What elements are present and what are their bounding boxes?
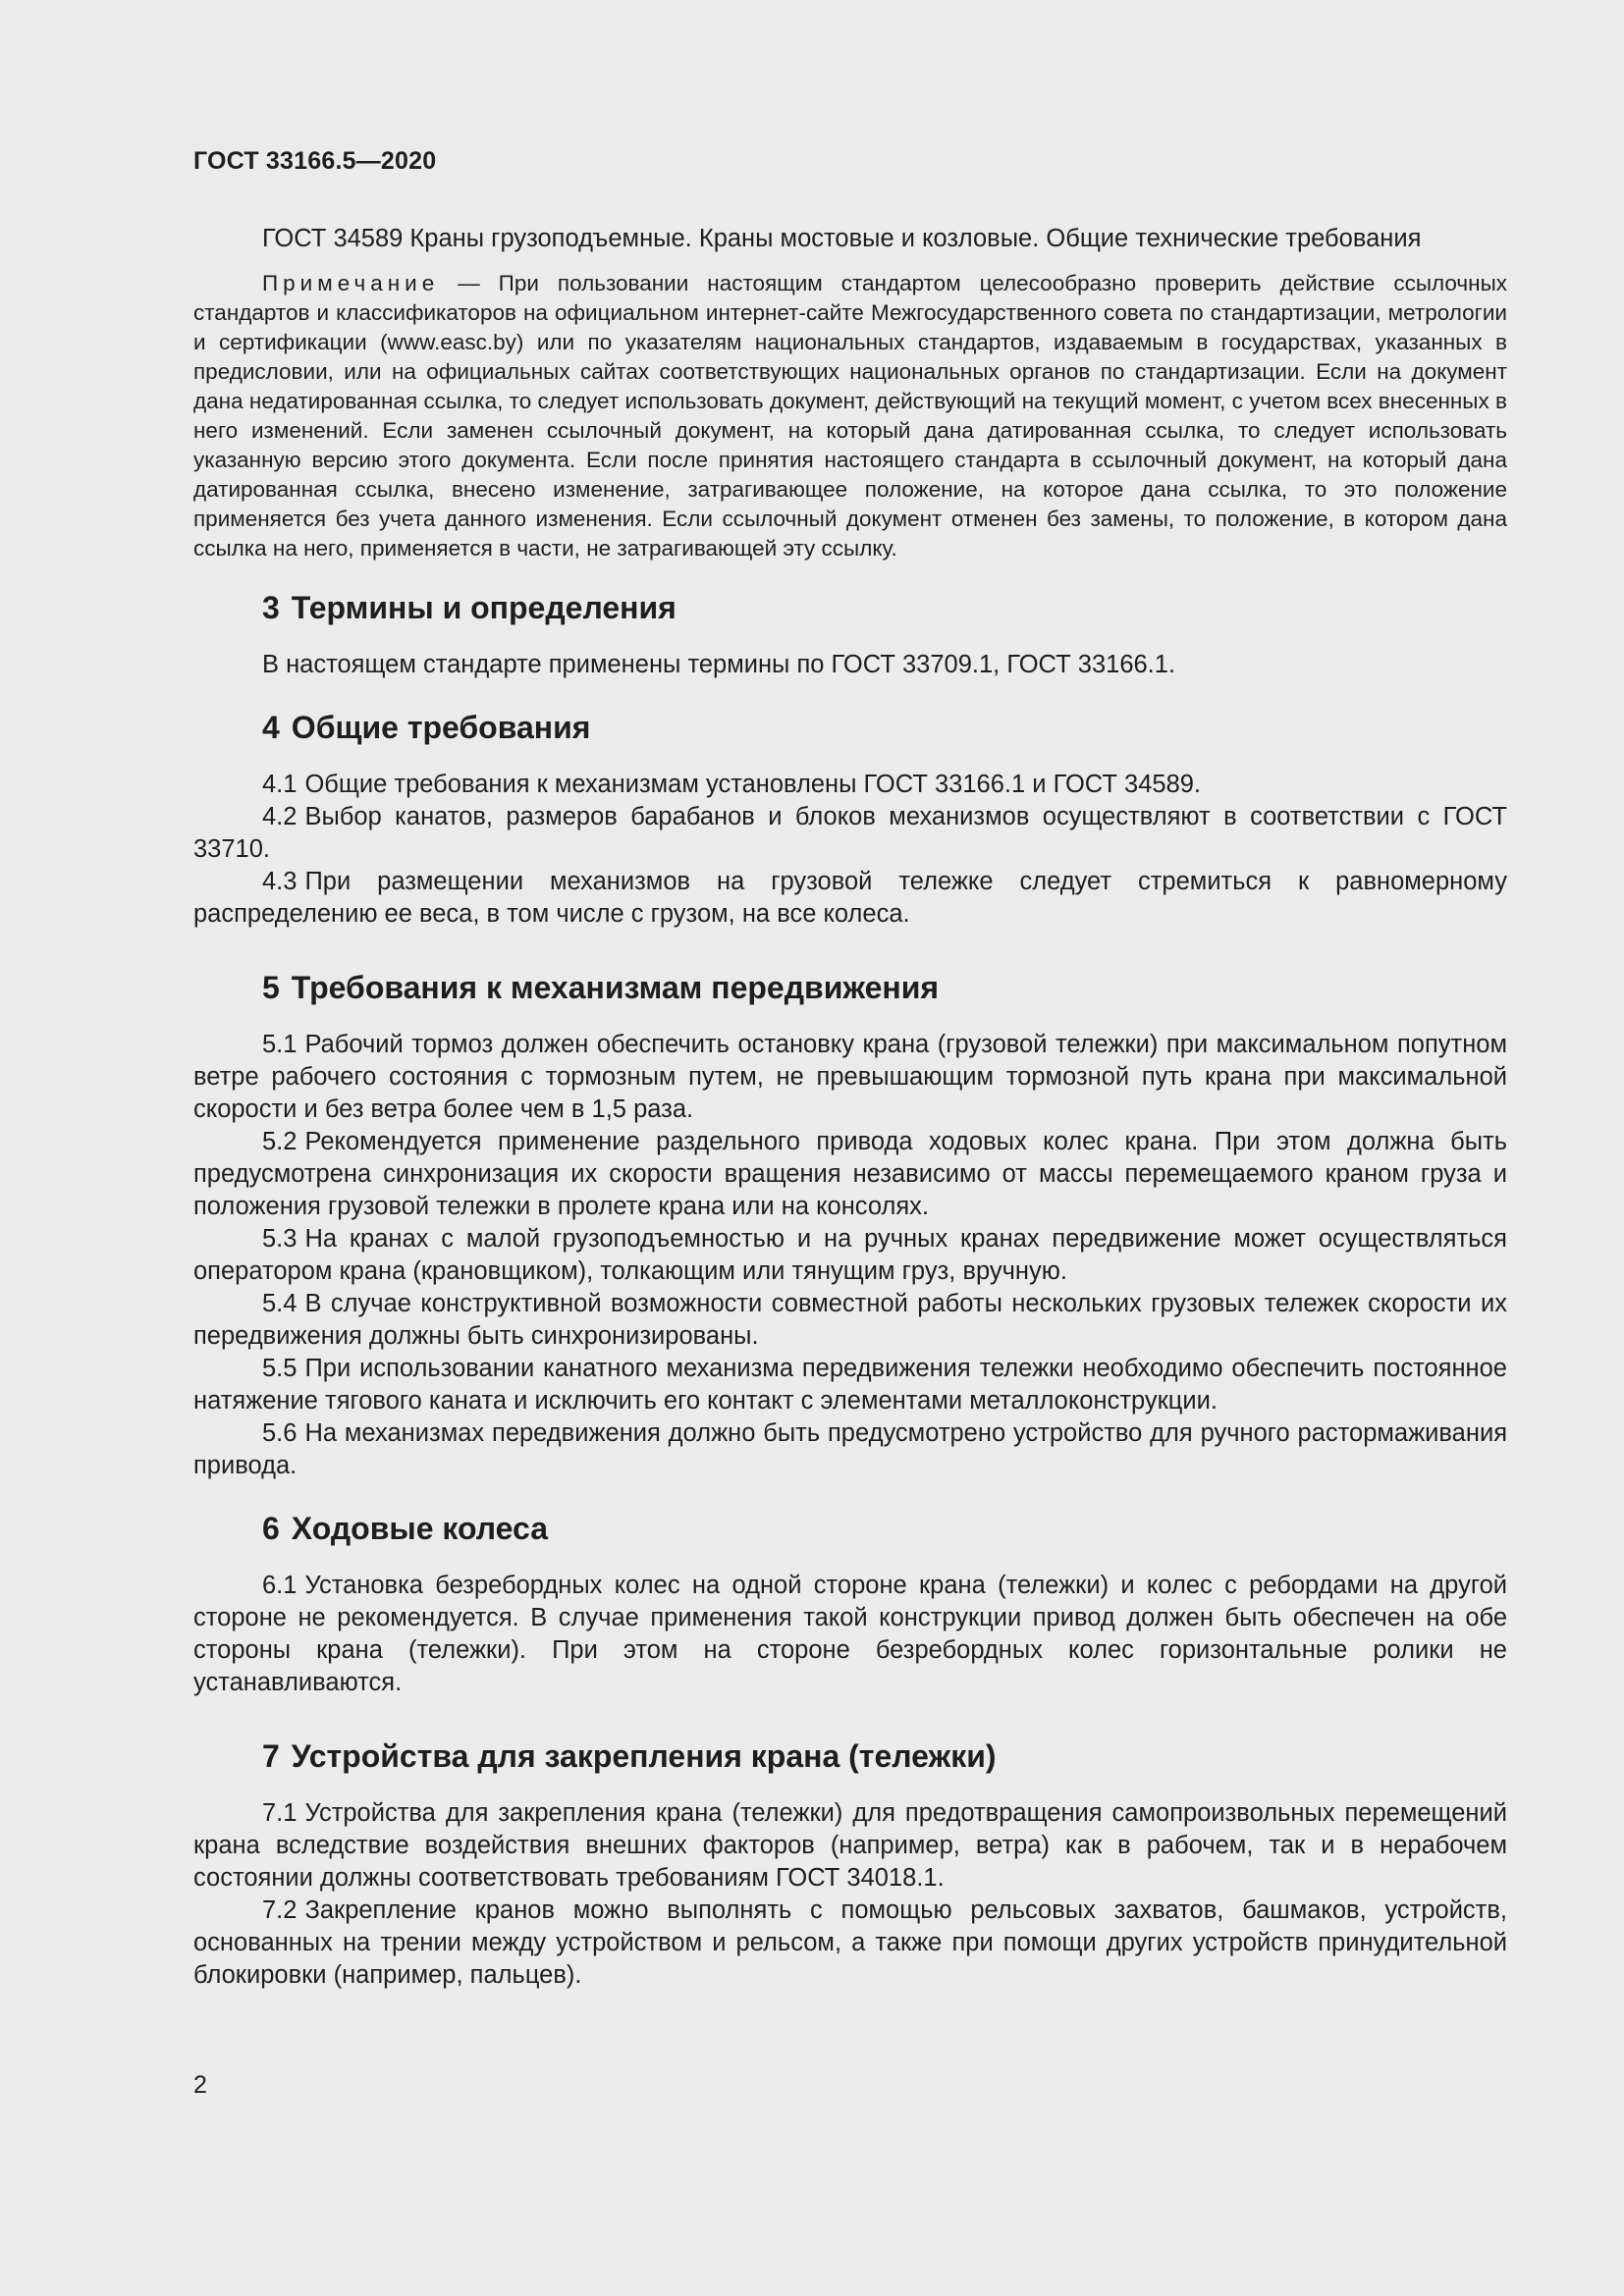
clause-5-3-number: 5.3 xyxy=(262,1225,298,1253)
page-number: 2 xyxy=(193,2071,207,2099)
clause-4-1-text: Общие требования к механизмам установлены ГОСТ 33166.1 и ГОСТ 34589. xyxy=(304,771,1202,798)
clause-4-2-text: Выбор канатов, размеров барабанов и блоков механизмов осуществляют в соответствии с ГОСТ 33710. xyxy=(193,803,1507,863)
section-6-heading xyxy=(193,1509,1507,1548)
clause-4-1-number: 4.1 xyxy=(262,771,298,798)
note-label: Примечание xyxy=(262,271,440,295)
clause-7-2-text: Закрепление кранов можно выполнять с помощью рельсовых захватов, башмаков, устройств, основанных на трении между устройством и рельсом, а также при помощи других устройств принудительной блокировки (например, пальцев). xyxy=(193,1896,1507,1989)
section-7-title: Устройства для закрепления крана (тележки) xyxy=(291,1738,997,1774)
clause-4-2 xyxy=(193,801,1507,866)
clause-4-1 xyxy=(193,769,1507,801)
clause-6-1 xyxy=(193,1570,1507,1699)
clause-4-3-number: 4.3 xyxy=(262,868,298,895)
section-6-title: Ходовые колеса xyxy=(291,1511,548,1546)
clause-5-4-text: В случае конструктивной возможности совместной работы нескольких грузовых тележек скорости их передвижения должны быть синхронизированы. xyxy=(193,1290,1507,1350)
section-7-number: 7 xyxy=(262,1738,280,1774)
document-code-header: ГОСТ 33166.5—2020 xyxy=(193,147,437,175)
section-4-number: 4 xyxy=(262,710,280,745)
section-6-number: 6 xyxy=(262,1511,280,1546)
clause-7-1 xyxy=(193,1797,1507,1895)
clause-5-2-text: Рекомендуется применение раздельного привода ходовых колес крана. При этом должна быть предусмотрена синхронизация их скорости вращения независимо от массы перемещаемого краном груза и положения грузовой тележки в пролете крана или на консолях. xyxy=(193,1128,1507,1220)
clause-5-1-text: Рабочий тормоз должен обеспечить остановку крана (грузовой тележки) при максимальном попутном ветре рабочего состояния с тормозным путем, не превышающим тормозной путь крана при максимальной скорости и без ветра более чем в 1,5 раза. xyxy=(193,1031,1507,1123)
clause-5-6-text: На механизмах передвижения должно быть предусмотрено устройство для ручного растормаживания привода. xyxy=(193,1419,1507,1479)
page-content xyxy=(193,223,1507,1992)
clause-5-5 xyxy=(193,1353,1507,1417)
clause-7-2-number: 7.2 xyxy=(262,1896,298,1924)
reference-note xyxy=(193,269,1507,563)
section-4-heading xyxy=(193,708,1507,747)
clause-5-2 xyxy=(193,1126,1507,1223)
clause-4-3-text: При размещении механизмов на грузовой тележке следует стремиться к равномерному распределению ее веса, в том числе с грузом, на все колеса. xyxy=(193,868,1507,928)
clause-7-1-number: 7.1 xyxy=(262,1799,298,1827)
clause-5-6-number: 5.6 xyxy=(262,1419,298,1447)
clause-7-2 xyxy=(193,1895,1507,1992)
section-3-paragraph-1: В настоящем стандарте применены термины по ГОСТ 33709.1, ГОСТ 33166.1. xyxy=(262,651,1176,678)
clause-7-1-text: Устройства для закрепления крана (тележки) для предотвращения самопроизвольных перемещений крана вследствие воздействия внешних факторов (например, ветра) как в рабочем, так и в нерабочем состоянии должны соответствовать требованиям ГОСТ 34018.1. xyxy=(193,1799,1507,1892)
clause-5-1 xyxy=(193,1029,1507,1126)
section-7-heading xyxy=(193,1736,1507,1776)
section-5-title: Требования к механизмам передвижения xyxy=(291,970,940,1005)
clause-4-3 xyxy=(193,866,1507,931)
section-5-heading xyxy=(193,968,1507,1007)
clause-6-1-text: Установка безребордных колес на одной стороне крана (тележки) и колес с ребордами на другой стороне не рекомендуется. В случае применения такой конструкции привод должен быть обеспечен на обе стороны крана (тележки). При этом на стороне безребордных колес горизонтальные ролики не устанавливаются. xyxy=(193,1572,1507,1696)
clause-5-1-number: 5.1 xyxy=(262,1031,298,1058)
clause-5-4-number: 5.4 xyxy=(262,1290,298,1317)
section-3-number: 3 xyxy=(262,590,280,625)
clause-5-3-text: На кранах с малой грузоподъемностью и на ручных кранах передвижение может осуществляться оператором крана (крановщиком), толкающим или тянущим груз, вручную. xyxy=(193,1225,1507,1285)
clause-5-5-number: 5.5 xyxy=(262,1355,298,1382)
normative-reference-line: ГОСТ 34589 Краны грузоподъемные. Краны мостовые и козловые. Общие технические требования xyxy=(262,225,1422,252)
note-text: — При пользовании настоящим стандартом целесообразно проверить действие ссылочных стандартов и классификаторов на официальном интернет-сайте Межгосударственного совета по стандартизации, метрологии и сертификации (www.easc.by) или по указателям национальных стандартов, издаваемым в государствах, указанных в предисловии, или на официальных сайтах соответствующих национальных органов по стандартизации. Если на документ дана недатированная ссылка, то следует использовать документ, действующий на текущий момент, с учетом всех внесенных в него изменений. Если заменен ссылочный документ, на который дана датированная ссылка, то следует использовать указанную версию этого документа. Если после принятия настоящего стандарта в ссылочный документ, на который дана датированная ссылка, внесено изменение, затрагивающее положение, на которое дана ссылка, то это положение применяется без учета данного изменения. Если ссылочный документ отменен без замены, то положение, в котором дана ссылка на него, применяется в части, не затрагивающей эту ссылку. xyxy=(193,271,1507,561)
clause-5-6 xyxy=(193,1417,1507,1482)
section-4-title: Общие требования xyxy=(291,710,591,745)
clause-5-3 xyxy=(193,1223,1507,1288)
clause-6-1-number: 6.1 xyxy=(262,1572,298,1599)
section-3-heading xyxy=(193,588,1507,627)
section-5-number: 5 xyxy=(262,970,280,1005)
clause-4-2-number: 4.2 xyxy=(262,803,298,830)
clause-5-2-number: 5.2 xyxy=(262,1128,298,1155)
clause-5-5-text: При использовании канатного механизма передвижения тележки необходимо обеспечить постоянное натяжение тягового каната и исключить его контакт с элементами металлоконструкции. xyxy=(193,1355,1507,1415)
section-3-title: Термины и определения xyxy=(291,590,677,625)
clause-5-4 xyxy=(193,1288,1507,1353)
